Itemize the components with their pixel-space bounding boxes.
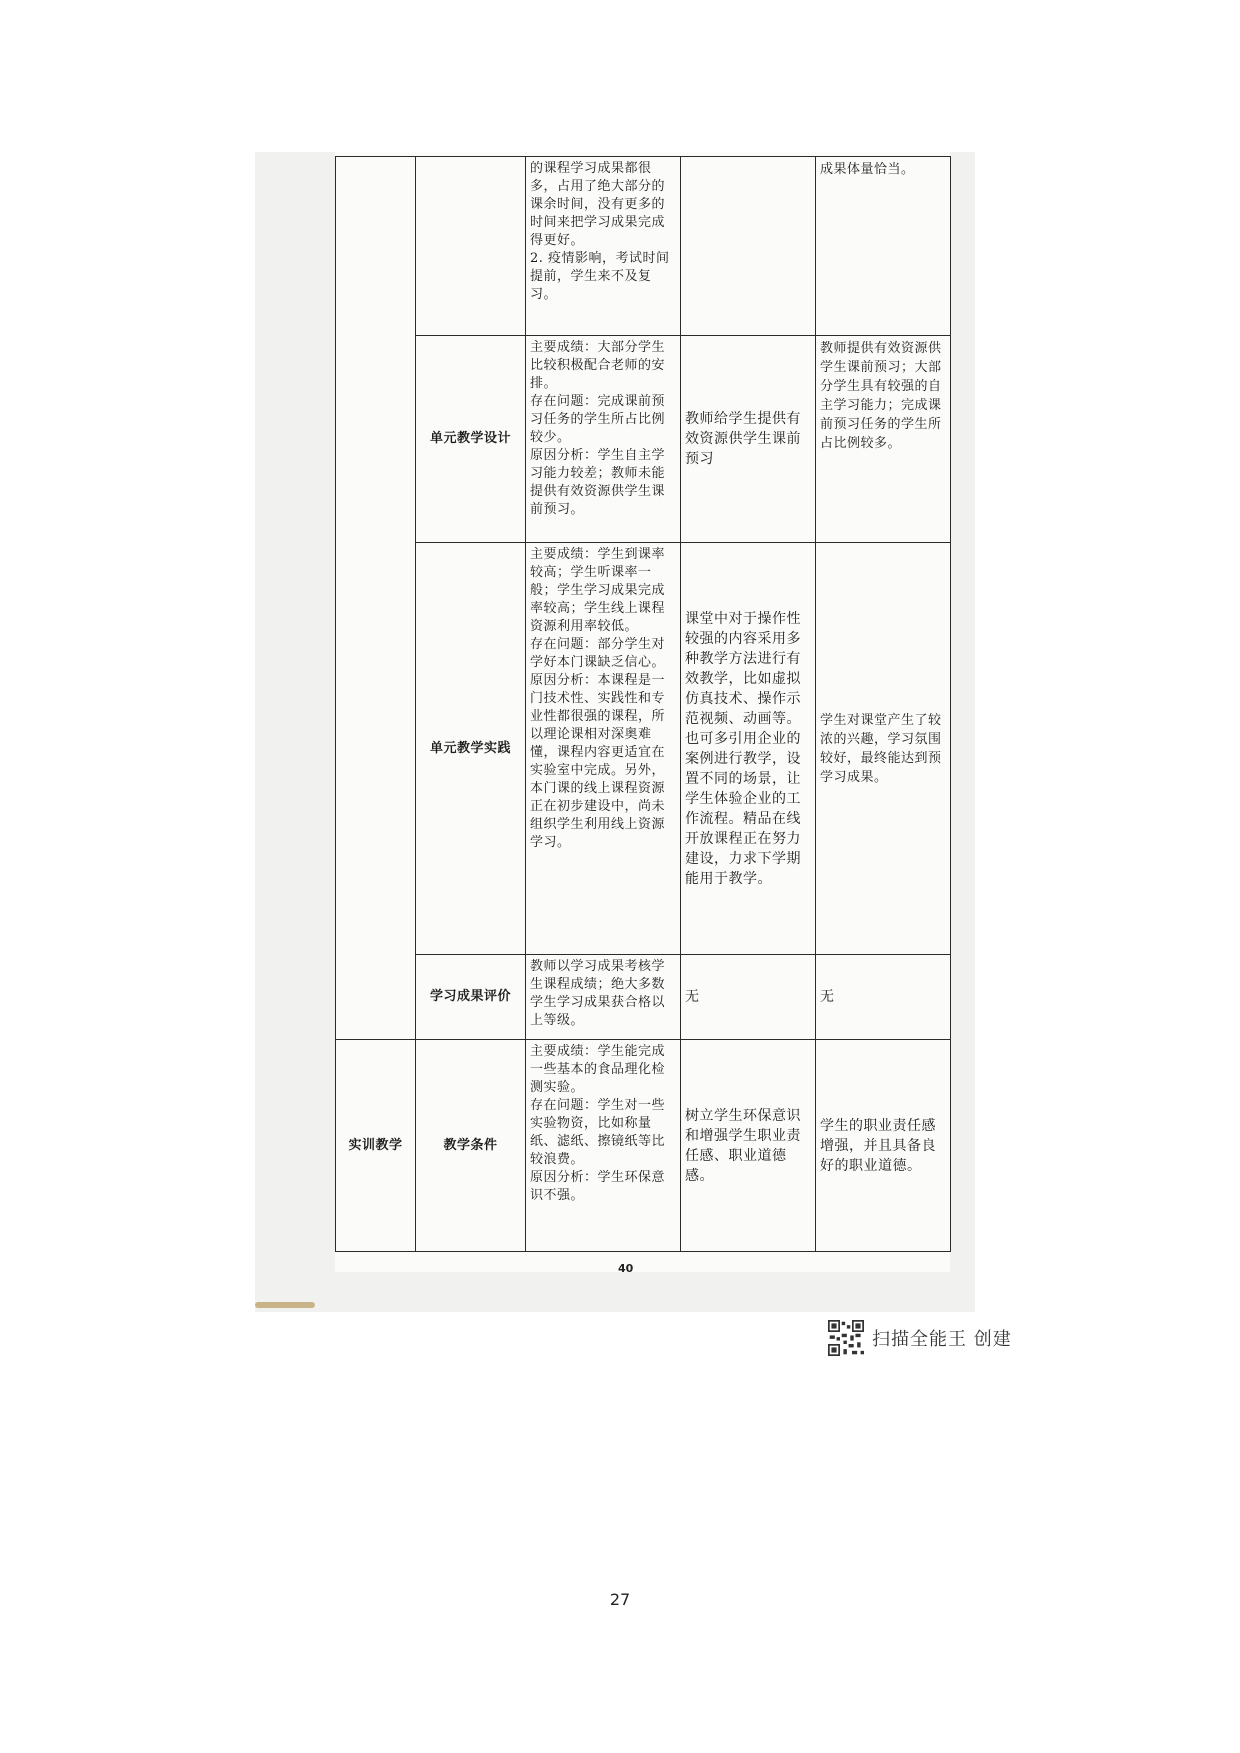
effect-cell: 成果体量恰当。 (816, 157, 951, 336)
category-cell: 实训教学 (336, 1040, 416, 1252)
table-row (336, 1040, 951, 1252)
effect-cell: 无 (816, 955, 951, 1040)
measures-cell (681, 157, 816, 336)
analysis-cell: 的课程学习成果都很多，占用了绝大部分的课余时间，没有更多的时间来把学习成果完成得更好。 2. 疫情影响，考试时间提前，学生来不及复习。 (526, 157, 681, 336)
item-cell: 单元教学设计 (416, 336, 526, 543)
scan-edge-shadow (255, 1302, 315, 1308)
measures-cell: 树立学生环保意识和增强学生职业责任感、职业道德感。 (681, 1040, 816, 1252)
analysis-cell: 教师以学习成果考核学生课程成绩；绝大多数学生学习成果获合格以上等级。 (526, 955, 681, 1040)
teaching-analysis-table (335, 156, 951, 1252)
item-cell: 教学条件 (416, 1040, 526, 1252)
item-cell (416, 157, 526, 336)
table-row (336, 336, 951, 543)
book-folio-number: 40 (618, 1262, 634, 1275)
analysis-cell: 主要成绩：大部分学生比较积极配合老师的安排。 存在问题：完成课前预习任务的学生所占比例较少。 原因分析：学生自主学习能力较差；教师未能提供有效资源供学生课前预习。 (526, 336, 681, 543)
measures-cell: 无 (681, 955, 816, 1040)
measures-cell: 课堂中对于操作性较强的内容采用多种教学方法进行有效教学，比如虚拟仿真技术、操作示范视频、动画等。也可多引用企业的案例进行教学，设置不同的场景，让学生体验企业的工作流程。精品在线开放课程正在努力建设，力求下学期能用于教学。 (681, 543, 816, 955)
qr-code-icon (828, 1320, 864, 1356)
effect-cell: 学生对课堂产生了较浓的兴趣，学习氛围较好，最终能达到预学习成果。 (816, 543, 951, 955)
effect-cell: 学生的职业责任感增强，并且具备良好的职业道德。 (816, 1040, 951, 1252)
category-cell (336, 157, 416, 1040)
scanner-watermark (828, 1318, 1012, 1358)
analysis-cell: 主要成绩：学生能完成一些基本的食品理化检测实验。 存在问题：学生对一些实验物资，比如称量纸、滤纸、擦镜纸等比较浪费。 原因分析：学生环保意识不强。 (526, 1040, 681, 1252)
analysis-cell: 主要成绩：学生到课率较高；学生听课率一般；学生学习成果完成率较高；学生线上课程资源利用率较低。 存在问题：部分学生对学好本门课缺乏信心。 原因分析：本课程是一门技术性、实践性和专业性都很强的课程，所以理论课相对深奥难懂，课程内容更适宜在实验室中完成。另外，本门课的线上课程资源正在初步建设中，尚未组织学生利用线上资源学习。 (526, 543, 681, 955)
measures-cell: 教师给学生提供有效资源供学生课前预习 (681, 336, 816, 543)
item-cell: 单元教学实践 (416, 543, 526, 955)
scanner-watermark-text: 扫描全能王 创建 (872, 1329, 1012, 1350)
table-row (336, 157, 951, 336)
page-number: 27 (609, 1590, 631, 1609)
table-row (336, 543, 951, 955)
item-cell: 学习成果评价 (416, 955, 526, 1040)
effect-cell: 教师提供有效资源供学生课前预习；大部分学生具有较强的自主学习能力；完成课前预习任务的学生所占比例较多。 (816, 336, 951, 543)
table-row (336, 955, 951, 1040)
